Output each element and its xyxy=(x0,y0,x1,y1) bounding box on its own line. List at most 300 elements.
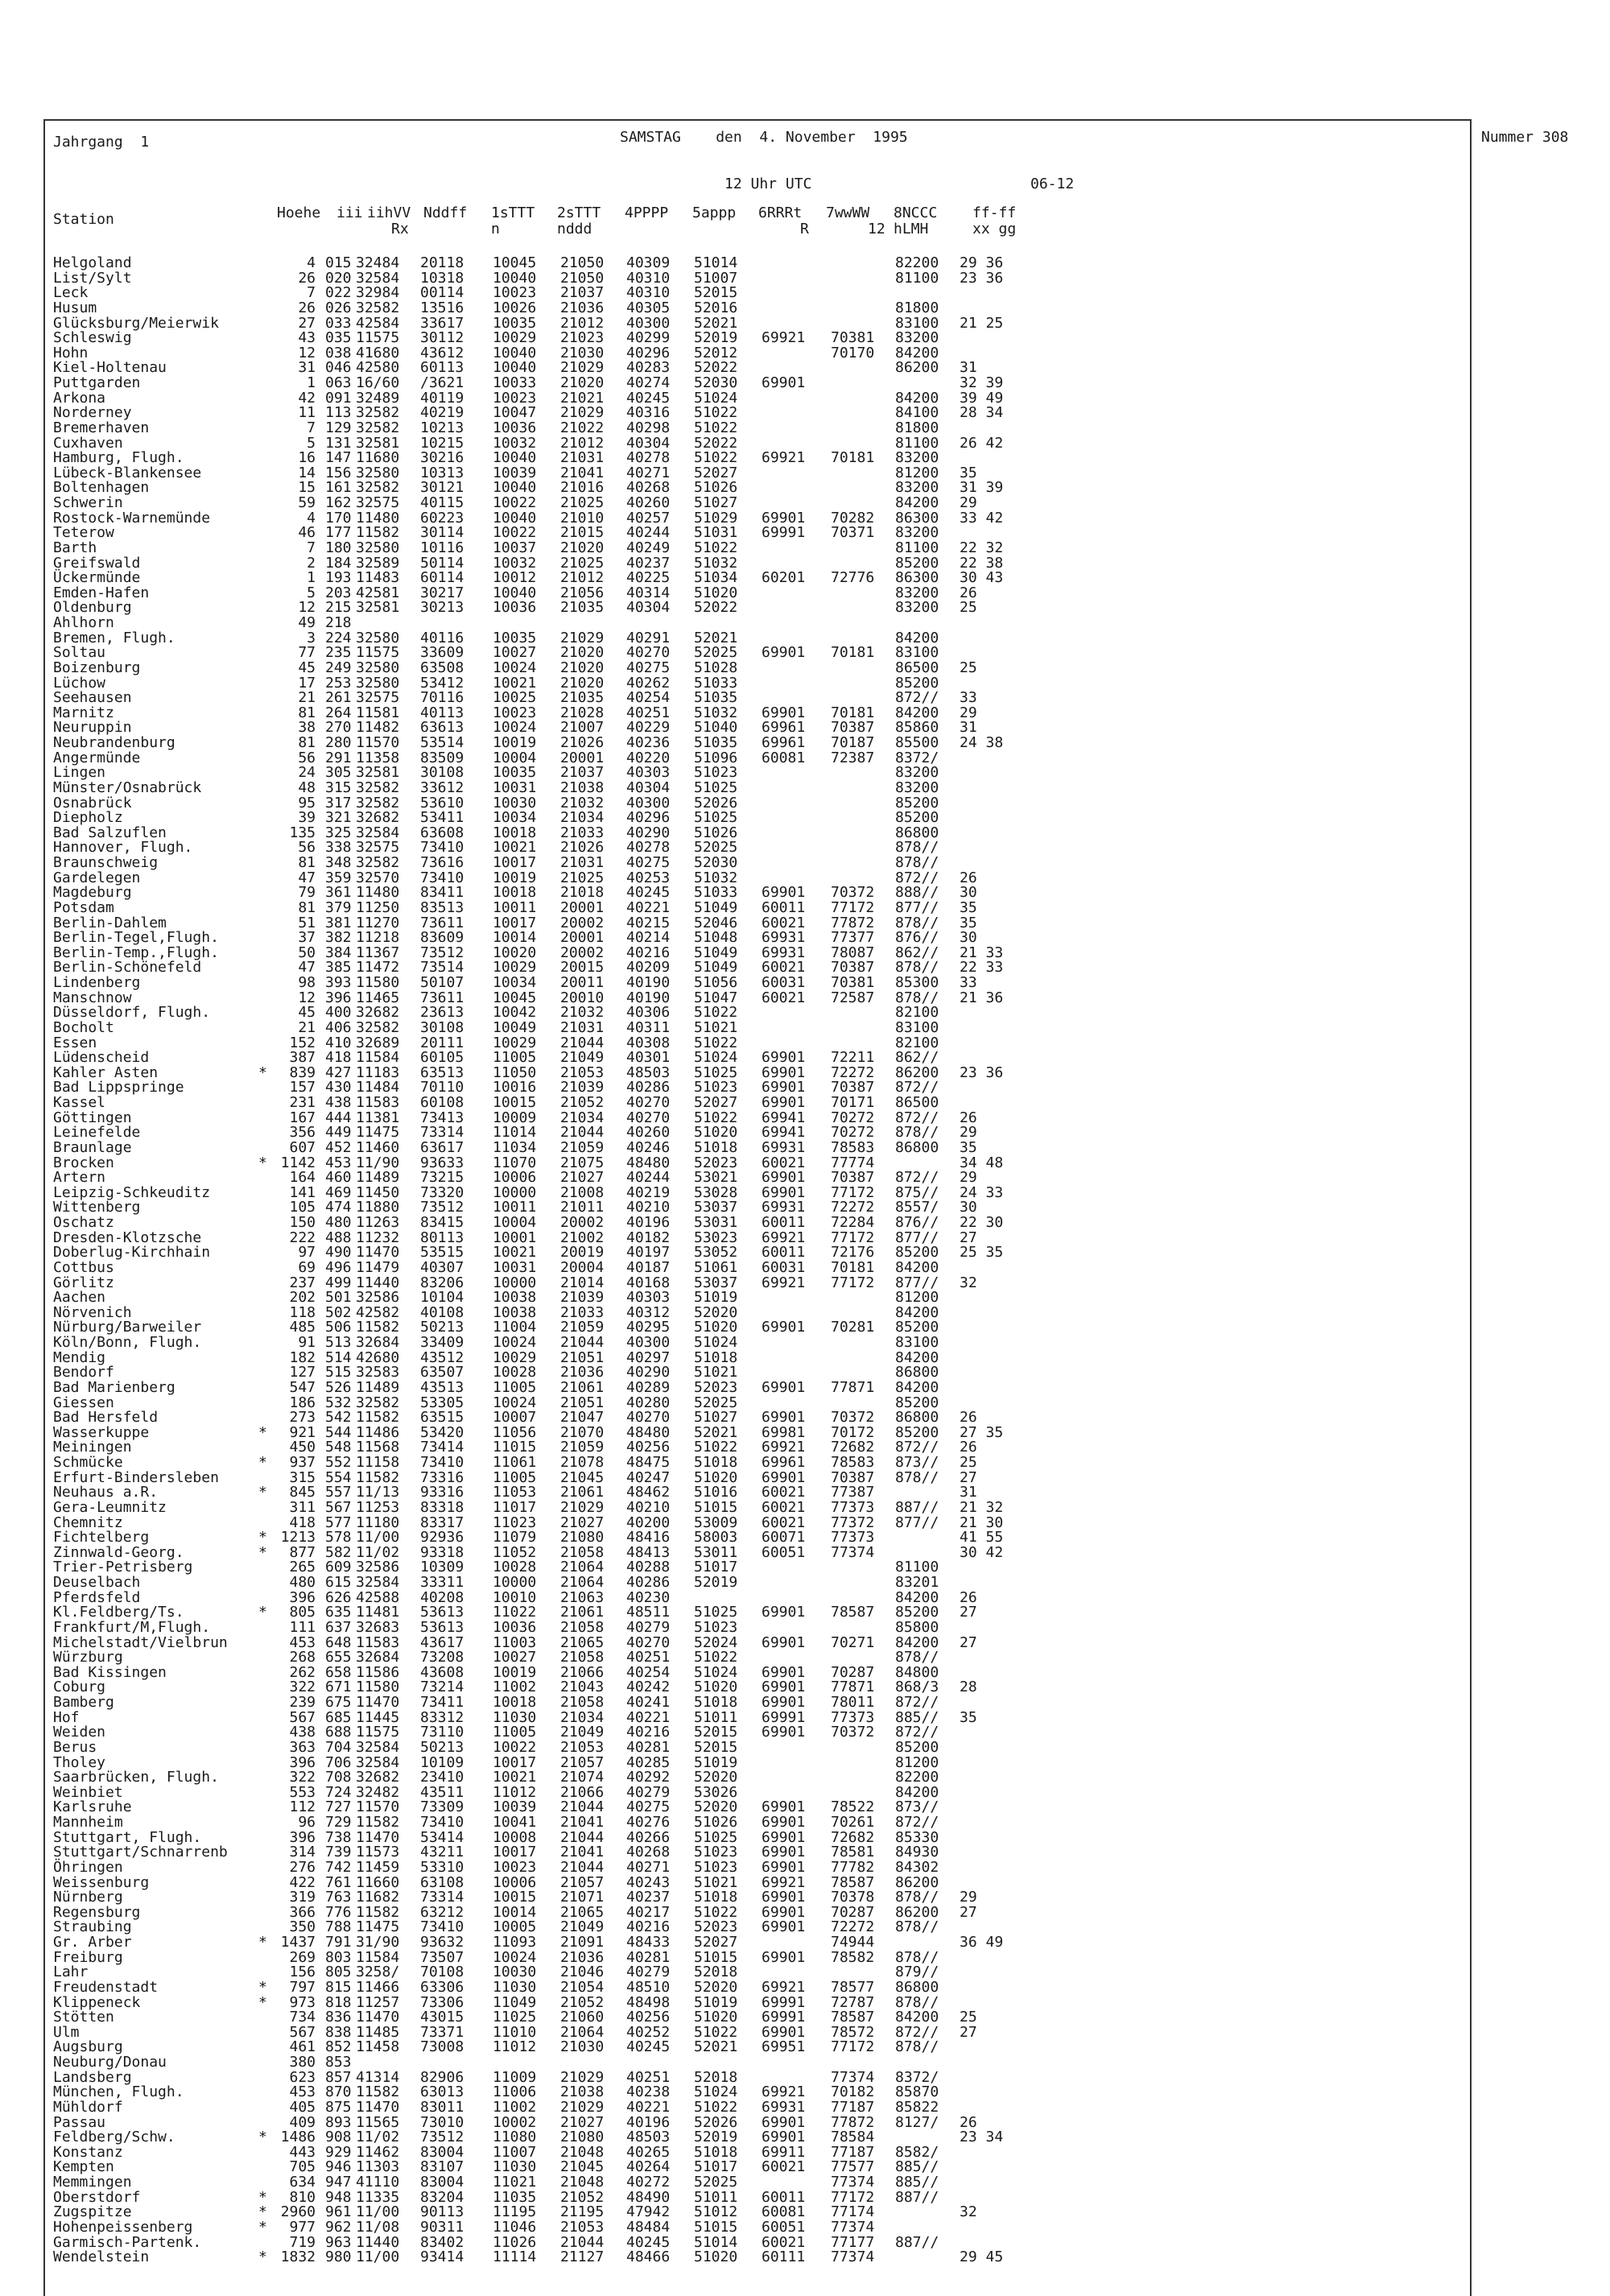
cell-12: 81200 xyxy=(895,1753,939,1771)
cell-9: 53026 xyxy=(694,1783,738,1801)
cell-2: 38 xyxy=(298,719,316,737)
cell-8: 40245 xyxy=(626,2233,671,2251)
cell-11: 78572 xyxy=(831,2023,875,2041)
cell-11: 72176 xyxy=(831,1244,875,1262)
cell-2: 409 xyxy=(289,2113,316,2131)
cell-9: 53037 xyxy=(694,1274,738,1291)
cell-12: 872// xyxy=(895,689,939,707)
cell-5: 30213 xyxy=(420,599,464,617)
cell-9: 51021 xyxy=(694,1873,738,1891)
cell-4: 42580 xyxy=(356,359,400,377)
cell-5: 53515 xyxy=(420,1244,464,1262)
cell-8: 40279 xyxy=(626,1618,671,1636)
cell-9: 51021 xyxy=(694,1364,738,1381)
cell-5: 73616 xyxy=(420,854,464,871)
cell-3: 532 xyxy=(325,1394,352,1411)
cell-1: * xyxy=(258,1529,267,1546)
cell-5: 20118 xyxy=(420,254,464,271)
cell-11: 70378 xyxy=(831,1889,875,1906)
cell-6: 11021 xyxy=(493,2174,537,2191)
cell-12: 83200 xyxy=(895,778,939,796)
cell-13: 21 32 xyxy=(960,1498,1004,1516)
col-header-0: Hoehe xyxy=(277,204,321,221)
cell-12: 876// xyxy=(895,1214,939,1231)
cell-5: 63212 xyxy=(420,1903,464,1921)
cell-6: 10030 xyxy=(493,1964,537,1981)
cell-12: 85870 xyxy=(895,2083,939,2101)
cell-5: 43512 xyxy=(420,1348,464,1366)
cell-10: 69901 xyxy=(762,1948,806,1966)
cell-5: 43211 xyxy=(420,1844,464,1861)
cell-12: 878// xyxy=(895,854,939,871)
cell-6: 10037 xyxy=(493,539,537,556)
cell-7: 21025 xyxy=(560,494,605,511)
cell-2: 98 xyxy=(298,974,316,991)
cell-6: 10047 xyxy=(493,404,537,422)
cell-9: 51018 xyxy=(694,1138,738,1156)
cell-8: 40300 xyxy=(626,794,671,811)
cell-9: 51049 xyxy=(694,959,738,977)
cell-13: 32 39 xyxy=(960,374,1004,391)
cell-9: 51025 xyxy=(694,778,738,796)
station-name: Osnabrück xyxy=(53,794,132,811)
cell-8: 40275 xyxy=(626,1798,671,1816)
cell-8: 40290 xyxy=(626,824,671,841)
cell-12: 86800 xyxy=(895,1409,939,1427)
cell-3: 761 xyxy=(325,1873,352,1891)
cell-4: 32575 xyxy=(356,839,400,857)
cell-9: 51019 xyxy=(694,1289,738,1307)
cell-2: 567 xyxy=(289,2023,316,2041)
cell-9: 51040 xyxy=(694,719,738,737)
cell-9: 51049 xyxy=(694,898,738,916)
cell-4: 11482 xyxy=(356,719,400,737)
cell-9: 53028 xyxy=(694,1183,738,1201)
cell-10: 60021 xyxy=(762,1498,806,1516)
cell-8: 40297 xyxy=(626,1348,671,1366)
cell-13: 26 xyxy=(960,1588,977,1606)
col-subheader-11: xx gg xyxy=(972,221,1017,237)
cell-9: 53023 xyxy=(694,1229,738,1246)
cell-8: 40190 xyxy=(626,989,671,1006)
cell-6: 10000 xyxy=(493,1183,537,1201)
cell-10: 69921 xyxy=(762,1229,806,1246)
station-name: Soltau xyxy=(53,644,106,662)
cell-2: 453 xyxy=(289,2083,316,2101)
cell-4: 11/90 xyxy=(356,1154,400,1171)
cell-6: 10022 xyxy=(493,524,537,542)
cell-8: 40303 xyxy=(626,764,671,782)
cell-9: 52026 xyxy=(694,794,738,811)
cell-3: 379 xyxy=(325,898,352,916)
page-frame xyxy=(43,119,1472,2296)
cell-5: 70108 xyxy=(420,1964,464,1981)
cell-11: 77872 xyxy=(831,914,875,931)
station-name: Lahr xyxy=(53,1964,89,1981)
cell-12: 86300 xyxy=(895,569,939,587)
cell-6: 10002 xyxy=(493,2113,537,2131)
cell-3: 490 xyxy=(325,1244,352,1262)
cell-9: 51024 xyxy=(694,1663,738,1681)
cell-5: 10318 xyxy=(420,269,464,287)
cell-8: 40305 xyxy=(626,299,671,316)
cell-7: 21020 xyxy=(560,674,605,692)
cell-11: 78583 xyxy=(831,1138,875,1156)
cell-7: 21049 xyxy=(560,1724,605,1741)
col-header-9: 7wwWW xyxy=(826,204,870,221)
cell-11: 77172 xyxy=(831,1229,875,1246)
cell-4: 32586 xyxy=(356,1559,400,1576)
cell-5: /3621 xyxy=(420,374,464,391)
cell-5: 60113 xyxy=(420,359,464,377)
cell-11: 70181 xyxy=(831,449,875,467)
cell-4: 11450 xyxy=(356,1183,400,1201)
cell-8: 40296 xyxy=(626,344,671,361)
cell-4: 11586 xyxy=(356,1663,400,1681)
cell-11: 77871 xyxy=(831,1378,875,1396)
cell-8: 40221 xyxy=(626,2098,671,2116)
cell-5: 73316 xyxy=(420,1468,464,1486)
cell-3: 502 xyxy=(325,1303,352,1321)
cell-5: 43015 xyxy=(420,2009,464,2026)
cell-3: 526 xyxy=(325,1378,352,1396)
cell-2: 1213 xyxy=(280,1529,316,1546)
cell-3: 046 xyxy=(325,359,352,377)
cell-7: 21063 xyxy=(560,1588,605,1606)
cell-5: 93633 xyxy=(420,1154,464,1171)
cell-12: 84200 xyxy=(895,1303,939,1321)
cell-7: 21036 xyxy=(560,299,605,316)
cell-9: 51024 xyxy=(694,1334,738,1351)
cell-2: 453 xyxy=(289,1633,316,1651)
cell-11: 70182 xyxy=(831,2083,875,2101)
station-name: Kiel-Holtenau xyxy=(53,359,167,377)
cell-10: 69991 xyxy=(762,1993,806,2011)
cell-5: 20111 xyxy=(420,1034,464,1051)
cell-7: 21080 xyxy=(560,2129,605,2146)
station-name: Trier-Petrisberg xyxy=(53,1559,193,1576)
station-name: Berlin-Schönefeld xyxy=(53,959,202,977)
cell-9: 52015 xyxy=(694,1738,738,1756)
cell-2: 276 xyxy=(289,1858,316,1876)
cell-9: 51014 xyxy=(694,2233,738,2251)
station-name: Köln/Bonn, Flugh. xyxy=(53,1334,202,1351)
cell-9: 51015 xyxy=(694,1948,738,1966)
station-name: Diepholz xyxy=(53,809,123,827)
cell-6: 10024 xyxy=(493,1394,537,1411)
cell-9: 52025 xyxy=(694,839,738,857)
cell-6: 10019 xyxy=(493,869,537,886)
cell-3: 870 xyxy=(325,2083,352,2101)
cell-4: 32482 xyxy=(356,1783,400,1801)
cell-6: 10029 xyxy=(493,329,537,347)
cell-9: 52022 xyxy=(694,359,738,377)
cell-12: 81800 xyxy=(895,299,939,316)
station-name: Gr. Arber xyxy=(53,1934,132,1951)
cell-5: 23613 xyxy=(420,1004,464,1022)
cell-3: 815 xyxy=(325,1978,352,1996)
cell-3: 253 xyxy=(325,674,352,692)
cell-8: 40244 xyxy=(626,524,671,542)
cell-7: 21061 xyxy=(560,1604,605,1621)
cell-7: 21011 xyxy=(560,1199,605,1216)
cell-3: 162 xyxy=(325,494,352,511)
cell-2: 396 xyxy=(289,1588,316,1606)
cell-4: 11575 xyxy=(356,329,400,347)
cell-13: 27 xyxy=(960,1633,977,1651)
cell-7: 21033 xyxy=(560,1303,605,1321)
station-name: Neuruppin xyxy=(53,719,132,737)
cell-4: 11466 xyxy=(356,1978,400,1996)
cell-4: 11583 xyxy=(356,1094,400,1111)
cell-1: * xyxy=(258,2188,267,2206)
cell-9: 52030 xyxy=(694,374,738,391)
cell-7: 21014 xyxy=(560,1274,605,1291)
cell-5: 73611 xyxy=(420,914,464,931)
cell-8: 40215 xyxy=(626,914,671,931)
cell-5: 73514 xyxy=(420,959,464,977)
cell-13: 33 42 xyxy=(960,509,1004,527)
cell-3: 908 xyxy=(325,2129,352,2146)
cell-2: 239 xyxy=(289,1694,316,1711)
cell-3: 193 xyxy=(325,569,352,587)
cell-8: 40236 xyxy=(626,734,671,751)
cell-11: 77374 xyxy=(831,2174,875,2191)
cell-5: 73309 xyxy=(420,1798,464,1816)
cell-8: 40278 xyxy=(626,839,671,857)
cell-10: 60051 xyxy=(762,2218,806,2236)
station-name: Artern xyxy=(53,1169,106,1187)
cell-5: 73371 xyxy=(420,2023,464,2041)
cell-2: 380 xyxy=(289,2054,316,2071)
cell-5: 90311 xyxy=(420,2218,464,2236)
cell-2: 12 xyxy=(298,989,316,1006)
cell-5: 73512 xyxy=(420,2129,464,2146)
cell-9: 51011 xyxy=(694,1708,738,1726)
cell-9: 51016 xyxy=(694,1484,738,1501)
cell-2: 47 xyxy=(298,869,316,886)
cell-8: 47942 xyxy=(626,2203,671,2221)
cell-5: 73410 xyxy=(420,1814,464,1831)
cell-10: 60021 xyxy=(762,914,806,931)
cell-11: 77374 xyxy=(831,1543,875,1561)
cell-2: 17 xyxy=(298,674,316,692)
cell-8: 40182 xyxy=(626,1229,671,1246)
cell-2: 2960 xyxy=(280,2203,316,2221)
cell-7: 21064 xyxy=(560,1574,605,1591)
cell-1: * xyxy=(258,1154,267,1171)
cell-2: 164 xyxy=(289,1169,316,1187)
cell-10: 69901 xyxy=(762,374,806,391)
cell-12: 876// xyxy=(895,929,939,947)
cell-5: 60114 xyxy=(420,569,464,587)
station-name: Weissenburg xyxy=(53,1873,150,1891)
cell-13: 25 35 xyxy=(960,1244,1004,1262)
cell-7: 21044 xyxy=(560,1798,605,1816)
cell-3: 156 xyxy=(325,464,352,481)
cell-3: 361 xyxy=(325,884,352,902)
cell-5: 63613 xyxy=(420,719,464,737)
cell-9: 52018 xyxy=(694,1964,738,1981)
cell-11: 77387 xyxy=(831,1484,875,1501)
cell-7: 21018 xyxy=(560,884,605,902)
cell-13: 27 xyxy=(960,1903,977,1921)
cell-7: 21027 xyxy=(560,2113,605,2131)
cell-9: 51018 xyxy=(694,1694,738,1711)
station-name: Augsburg xyxy=(53,2038,123,2056)
cell-11: 77374 xyxy=(831,2249,875,2266)
cell-11: 72284 xyxy=(831,1214,875,1231)
cell-8: 40210 xyxy=(626,1199,671,1216)
cell-9: 51020 xyxy=(694,584,738,601)
cell-11: 77374 xyxy=(831,2218,875,2236)
cell-11: 77172 xyxy=(831,2038,875,2056)
station-name: Emden-Hafen xyxy=(53,584,150,601)
cell-2: 547 xyxy=(289,1378,316,1396)
cell-4: 32582 xyxy=(356,479,400,497)
cell-3: 671 xyxy=(325,1679,352,1696)
cell-13: 35 xyxy=(960,1708,977,1726)
cell-6: 11080 xyxy=(493,2129,537,2146)
cell-6: 10017 xyxy=(493,914,537,931)
station-name: Mühldorf xyxy=(53,2098,123,2116)
cell-12: 86300 xyxy=(895,509,939,527)
cell-6: 10036 xyxy=(493,419,537,436)
cell-13: 21 25 xyxy=(960,314,1004,332)
cell-5: 53412 xyxy=(420,674,464,692)
cell-9: 53037 xyxy=(694,1199,738,1216)
station-name: Garmisch-Partenk. xyxy=(53,2233,202,2251)
cell-1: * xyxy=(258,1454,267,1471)
cell-3: 469 xyxy=(325,1183,352,1201)
cell-13: 26 xyxy=(960,584,977,601)
cell-6: 10021 xyxy=(493,674,537,692)
cell-4: 32582 xyxy=(356,299,400,316)
station-name: Bad Marienberg xyxy=(53,1378,175,1396)
cell-10: 60011 xyxy=(762,1214,806,1231)
cell-12: 872// xyxy=(895,1169,939,1187)
cell-9: 51018 xyxy=(694,2143,738,2161)
cell-9: 52026 xyxy=(694,2113,738,2131)
cell-6: 10023 xyxy=(493,1858,537,1876)
station-name: Würzburg xyxy=(53,1649,123,1666)
cell-11: 78587 xyxy=(831,2009,875,2026)
cell-6: 10017 xyxy=(493,1844,537,1861)
cell-12: 85822 xyxy=(895,2098,939,2116)
cell-12: 83200 xyxy=(895,599,939,617)
cell-8: 48490 xyxy=(626,2188,671,2206)
cell-5: 53610 xyxy=(420,794,464,811)
cell-6: 11046 xyxy=(493,2218,537,2236)
cell-5: 73215 xyxy=(420,1169,464,1187)
cell-2: 69 xyxy=(298,1258,316,1276)
cell-5: 93318 xyxy=(420,1543,464,1561)
cell-6: 10011 xyxy=(493,898,537,916)
cell-9: 52046 xyxy=(694,914,738,931)
cell-6: 10032 xyxy=(493,554,537,572)
cell-12: 872// xyxy=(895,1439,939,1456)
cell-7: 21044 xyxy=(560,1828,605,1846)
cell-4: 32583 xyxy=(356,1364,400,1381)
cell-2: 350 xyxy=(289,1918,316,1936)
cell-12: 83200 xyxy=(895,584,939,601)
cell-4: 11470 xyxy=(356,1828,400,1846)
cell-10: 69931 xyxy=(762,1199,806,1216)
cell-2: 152 xyxy=(289,1034,316,1051)
cell-8: 40168 xyxy=(626,1274,671,1291)
cell-7: 21034 xyxy=(560,809,605,827)
cell-7: 21036 xyxy=(560,1948,605,1966)
cell-3: 818 xyxy=(325,1993,352,2011)
cell-10: 60111 xyxy=(762,2249,806,2266)
cell-12: 887// xyxy=(895,1498,939,1516)
cell-2: 877 xyxy=(289,1543,316,1561)
col-header-10: 8NCCC xyxy=(894,204,938,221)
cell-6: 10031 xyxy=(493,1258,537,1276)
cell-8: 40196 xyxy=(626,2113,671,2131)
cell-2: 14 xyxy=(298,464,316,481)
cell-2: 21 xyxy=(298,1018,316,1036)
cell-3: 338 xyxy=(325,839,352,857)
cell-12: 878// xyxy=(895,989,939,1006)
cell-8: 40285 xyxy=(626,1753,671,1771)
cell-7: 21043 xyxy=(560,1679,605,1696)
cell-9: 52020 xyxy=(694,1303,738,1321)
cell-12: 8557/ xyxy=(895,1199,939,1216)
station-name: Weiden xyxy=(53,1724,106,1741)
cell-11: 70387 xyxy=(831,1468,875,1486)
cell-3: 384 xyxy=(325,944,352,961)
cell-13: 30 xyxy=(960,884,977,902)
cell-8: 40237 xyxy=(626,554,671,572)
cell-11: 70261 xyxy=(831,1814,875,1831)
cell-9: 51017 xyxy=(694,2158,738,2176)
station-name: Hannover, Flugh. xyxy=(53,839,193,857)
col-header-3: Nddff xyxy=(423,204,468,221)
cell-4: 32581 xyxy=(356,434,400,452)
cell-9: 51021 xyxy=(694,1018,738,1036)
cell-7: 21058 xyxy=(560,1694,605,1711)
cell-9: 52019 xyxy=(694,2129,738,2146)
cell-5: 53420 xyxy=(420,1423,464,1441)
cell-12: 84100 xyxy=(895,404,939,422)
cell-2: 42 xyxy=(298,389,316,407)
cell-4: 32582 xyxy=(356,404,400,422)
cell-7: 21070 xyxy=(560,1423,605,1441)
cell-4: 11/00 xyxy=(356,2249,400,2266)
cell-2: 237 xyxy=(289,1274,316,1291)
cell-7: 21091 xyxy=(560,1934,605,1951)
cell-7: 21046 xyxy=(560,1964,605,1981)
cell-11: 70187 xyxy=(831,734,875,751)
cell-10: 69901 xyxy=(762,1063,806,1081)
cell-8: 40270 xyxy=(626,1109,671,1126)
cell-5: 53310 xyxy=(420,1858,464,1876)
cell-3: 496 xyxy=(325,1258,352,1276)
cell-6: 11012 xyxy=(493,2038,537,2056)
cell-6: 10039 xyxy=(493,1798,537,1816)
cell-6: 10009 xyxy=(493,1109,537,1126)
cell-4: 11458 xyxy=(356,2038,400,2056)
cell-12: 81100 xyxy=(895,269,939,287)
cell-9: 51032 xyxy=(694,554,738,572)
cell-12: 84200 xyxy=(895,1348,939,1366)
cell-8: 48503 xyxy=(626,2129,671,2146)
cell-6: 10000 xyxy=(493,1274,537,1291)
cell-12: 878// xyxy=(895,1468,939,1486)
col-header-4: 1sTTT xyxy=(491,204,535,221)
cell-7: 21045 xyxy=(560,1468,605,1486)
